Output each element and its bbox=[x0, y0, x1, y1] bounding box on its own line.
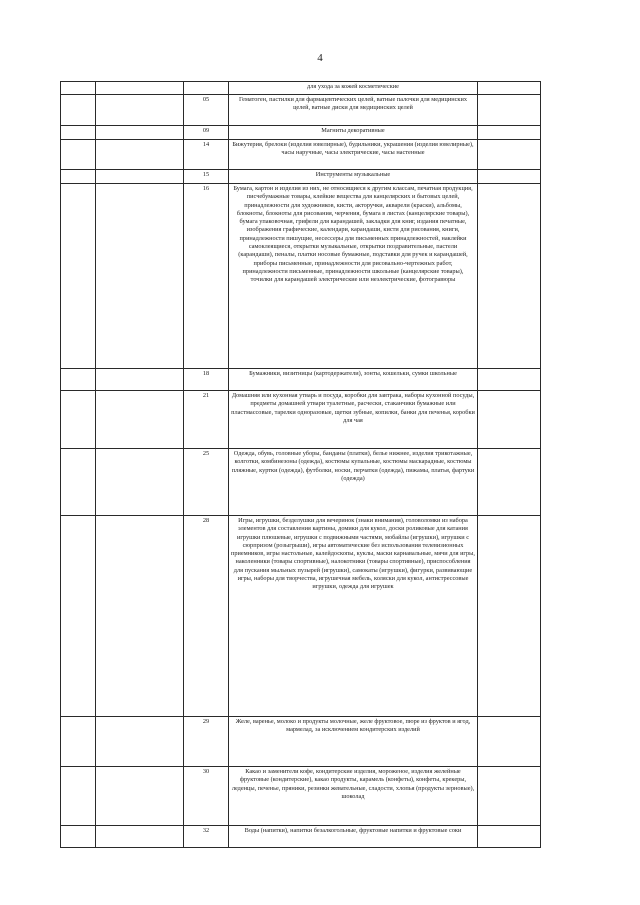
goods-description-cell: Инструменты музыкальные bbox=[229, 170, 478, 184]
class-number-cell: 30 bbox=[184, 767, 229, 826]
goods-description-cell: Одежда, обувь, головные уборы, банданы (платки), белье нижнее, изделия трикотажные, колготки, комбинезоны (одежда), костюмы купальные, костюмы маскарадные, костюмы пляжные, куртки (одежда), футболки, носки, перчатки (одежда), пижамы, платья, фартуки (одежда) bbox=[229, 449, 478, 516]
goods-description-cell: для ухода за кожей косметические bbox=[229, 82, 478, 95]
empty-cell bbox=[478, 82, 541, 95]
empty-cell bbox=[478, 140, 541, 170]
class-number-cell: 14 bbox=[184, 140, 229, 170]
table-row bbox=[61, 449, 541, 516]
empty-cell bbox=[61, 95, 96, 126]
empty-cell bbox=[478, 184, 541, 369]
goods-description-cell: Воды (напитки), напитки безалкогольные, фруктовые напитки и фруктовые соки bbox=[229, 826, 478, 848]
empty-cell bbox=[96, 717, 184, 767]
table-row bbox=[61, 82, 541, 95]
empty-cell bbox=[478, 449, 541, 516]
empty-cell bbox=[61, 516, 96, 717]
table-row bbox=[61, 95, 541, 126]
empty-cell bbox=[478, 170, 541, 184]
table-row bbox=[61, 516, 541, 717]
empty-cell bbox=[478, 826, 541, 848]
empty-cell bbox=[478, 767, 541, 826]
empty-cell bbox=[61, 449, 96, 516]
empty-cell bbox=[61, 126, 96, 140]
empty-cell bbox=[96, 767, 184, 826]
goods-description-cell: Магниты декоративные bbox=[229, 126, 478, 140]
class-number-cell: 25 bbox=[184, 449, 229, 516]
empty-cell bbox=[61, 184, 96, 369]
table-row bbox=[61, 126, 541, 140]
table-row bbox=[61, 767, 541, 826]
table-row bbox=[61, 369, 541, 391]
empty-cell bbox=[61, 391, 96, 449]
empty-cell bbox=[96, 126, 184, 140]
class-number-cell: 09 bbox=[184, 126, 229, 140]
empty-cell bbox=[478, 126, 541, 140]
empty-cell bbox=[478, 369, 541, 391]
class-number-cell bbox=[184, 82, 229, 95]
empty-cell bbox=[96, 449, 184, 516]
empty-cell bbox=[96, 95, 184, 126]
empty-cell bbox=[61, 826, 96, 848]
empty-cell bbox=[478, 391, 541, 449]
goods-description-cell: Игры, игрушки, безделушки для вечеринок (знаки внимания), головоломки из набора элементов для составления картины, домики для кукол, доски роликовые для катания игрушки плюшевые, игрушки с подвижными частями, мобайлы (игрушки), игрушки с сюрпризом (розыгрыши), игры автоматические без использования телевизионных приемников, игры настольные, калейдоскопы, куклы, маски карнавальные, мячи для игры, наколенники (товары спортивные), налокотники (товары спортивные), приспособления для пускания мыльных пузырей (игрушки), самокаты (игрушки), фигурки, развивающие игры, наборы для творчества, игрушечная мебель, коляски для кукол, антистрессовые игрушки, одежда для игрушек bbox=[229, 516, 478, 717]
class-number-cell: 05 bbox=[184, 95, 229, 126]
class-number-cell: 16 bbox=[184, 184, 229, 369]
empty-cell bbox=[61, 717, 96, 767]
empty-cell bbox=[61, 140, 96, 170]
goods-classes-table bbox=[60, 81, 541, 848]
empty-cell bbox=[96, 826, 184, 848]
page-number: 4 bbox=[317, 52, 323, 64]
empty-cell bbox=[478, 516, 541, 717]
empty-cell bbox=[96, 369, 184, 391]
table-row bbox=[61, 184, 541, 369]
empty-cell bbox=[478, 95, 541, 126]
table-row bbox=[61, 391, 541, 449]
empty-cell bbox=[61, 170, 96, 184]
class-number-cell: 32 bbox=[184, 826, 229, 848]
class-number-cell: 21 bbox=[184, 391, 229, 449]
goods-description-cell: Желе, варенье, молоко и продукты молочные, желе фруктовое, пюре из фруктов и ягод, мармелад, за исключением кондитерских изделий bbox=[229, 717, 478, 767]
empty-cell bbox=[96, 391, 184, 449]
goods-description-cell: Гематоген, пастилки для фармацевтических целей, ватные палочки для медицинских целей, ватные диски для медицинских целей bbox=[229, 95, 478, 126]
empty-cell bbox=[96, 184, 184, 369]
empty-cell bbox=[96, 140, 184, 170]
table-row bbox=[61, 170, 541, 184]
table-row bbox=[61, 717, 541, 767]
empty-cell bbox=[61, 82, 96, 95]
empty-cell bbox=[61, 369, 96, 391]
class-number-cell: 18 bbox=[184, 369, 229, 391]
goods-description-cell: Бумага, картон и изделия из них, не относящиеся к другим классам, печатная продукция, писчебумажные товары, клейкие вещества для канцелярских и бытовых целей, принадлежности для художников, кисти, акторучки, акварели (краски), альбомы, блокноты, блокноты для рисования, черчения, бумага в листах (канцелярские товары), бумага упаковочная, грифели для карандашей, закладки для книг, издания печатные, изображения графические, календари, карандаши, кисти для рисования, книги, принадлежности пишущие, несессеры для письменных принадлежностей, наклейки самоклеящиеся, открытки музыкальные, открытки поздравительные, пастели (карандаши), пеналы, платки носовые бумажные, подставки для ручек и карандашей, приборы письменные, принадлежности для рисовально-чертежных работ, принадлежности письменные, принадлежности школьные (канцелярские товары), точилки для карандашей электрические или неэлектрические, фотогравюры bbox=[229, 184, 478, 369]
class-number-cell: 28 bbox=[184, 516, 229, 717]
empty-cell bbox=[478, 717, 541, 767]
empty-cell bbox=[61, 767, 96, 826]
class-number-cell: 15 bbox=[184, 170, 229, 184]
table-row bbox=[61, 826, 541, 848]
goods-description-cell: Домашняя или кухонная утварь и посуда, коробки для завтрака, наборы кухонной посуды, предметы домашней утвари туалетные, расчески, стаканчики бумажные или пластмассовые, тарелки одноразовые, щетки зубные, копилки, банки для печенья, коробки для чая bbox=[229, 391, 478, 449]
empty-cell bbox=[96, 170, 184, 184]
goods-description-cell: Какао и заменители кофе, кондитерские изделия, мороженое, изделия желейные фруктовые (кондитерские), какао продукты, карамель (конфеты), конфеты, крекеры, леденцы, печенье, пряники, резинки жевательные, сладости, хлопья (продукты зерновые), шоколад bbox=[229, 767, 478, 826]
class-number-cell: 29 bbox=[184, 717, 229, 767]
empty-cell bbox=[96, 516, 184, 717]
table-row bbox=[61, 140, 541, 170]
empty-cell bbox=[96, 82, 184, 95]
goods-description-cell: Бумажники, визитницы (картодержатели), зонты, кошельки, сумки школьные bbox=[229, 369, 478, 391]
goods-description-cell: Бижутерия, брелоки (изделия ювелирные), будильники, украшения (изделия ювелирные), часы наручные, часы электрические, часы настенные bbox=[229, 140, 478, 170]
